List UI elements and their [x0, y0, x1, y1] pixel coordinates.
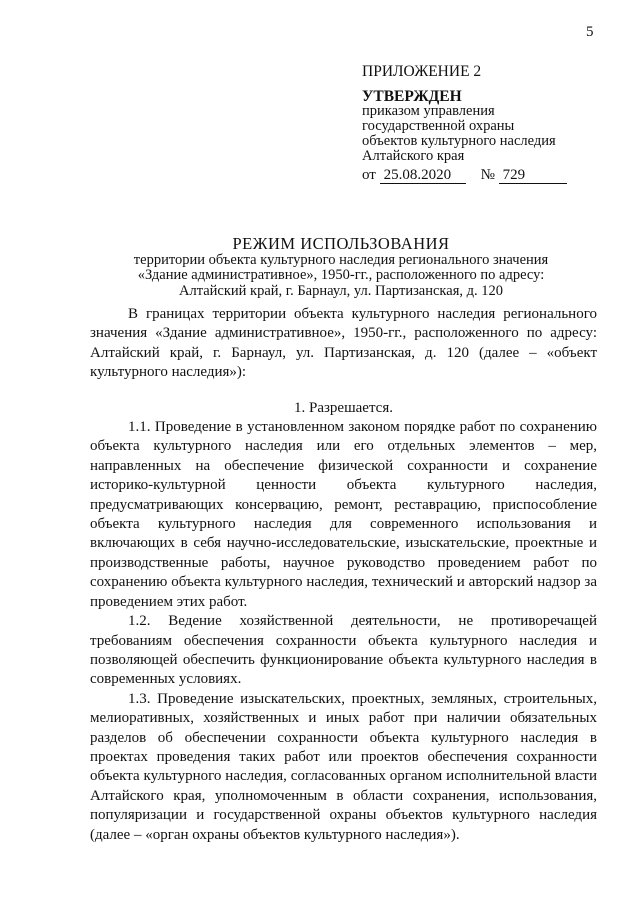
intro-paragraph: В границах территории объекта культурного наследия регионального значения «Здание административное», 1950-гг., расположенного по адресу: Алтайский край, г. Барнаул, ул. Партизанская, д. 120 (далее – «объект культурного наследия»):: [90, 306, 597, 381]
approval-block: [362, 64, 602, 184]
approval-line: Алтайского края: [362, 148, 465, 164]
approved-label: УТВЕРЖДЕН: [362, 88, 462, 105]
item-paragraph: 1.1. Проведение в установленном законом порядке работ по сохранению объекта культурного наследия или его отдельных элементов – мер, направленных на обеспечение физической сохранности и сохранение историко-культурной ценности объекта культурного наследия, предусматривающих консервацию, ремонт, реставрацию, приспособление объекта культурного наследия для современного использования и включающих в себя научно-исследовательские, изыскательские, проектные и производственные работы, научное руководство проведением работ по сохранению объекта культурного наследия, технический и авторский надзор за проведением этих работ.: [90, 419, 597, 610]
section-heading: 1. Разрешается.: [294, 399, 393, 416]
item-paragraph: 1.3. Проведение изыскательских, проектных, земляных, строительных, мелиоративных, хозяйственных и иных работ при наличии обязательных разделов об обеспечении сохранности объекта культурного наследия в проектах проведения таких работ или проектов обеспечения сохранности объекта культурного наследия, согласованных органом исполнительной власти Алтайского края, уполномоченным в области сохранения, использования, популяризации и государственной охраны объектов культурного наследия (далее – «орган охраны объектов культурного наследия»).: [90, 690, 597, 843]
approval-line: государственной охраны: [362, 118, 515, 134]
title-line: Алтайский край, г. Барнаул, ул. Партизанская, д. 120: [179, 282, 503, 299]
order-number: 729: [499, 167, 567, 184]
number-prefix: №: [480, 167, 495, 183]
approval-line: приказом управления: [362, 103, 495, 119]
title-line: территории объекта культурного наследия регионального значения: [133, 251, 549, 268]
document-title: [90, 236, 592, 299]
item-paragraph: 1.2. Ведение хозяйственной деятельности, не противоречащей требованиям обеспечения сохранности объекта культурного наследия и позволяющей обеспечить функционирование объекта культурного наследия в современных условиях.: [90, 613, 597, 688]
attachment-label: ПРИЛОЖЕНИЕ 2: [362, 63, 482, 80]
document-body: [90, 305, 597, 845]
title-main: РЕЖИМ ИСПОЛЬЗОВАНИЯ: [232, 234, 450, 253]
order-date-number-row: [362, 167, 602, 184]
page-number: 5: [586, 24, 594, 40]
date-prefix: от: [362, 167, 376, 183]
order-date: 25.08.2020: [380, 167, 466, 184]
approval-line: объектов культурного наследия: [362, 133, 556, 149]
title-line: «Здание административное», 1950-гг., расположенного по адресу:: [137, 267, 545, 283]
